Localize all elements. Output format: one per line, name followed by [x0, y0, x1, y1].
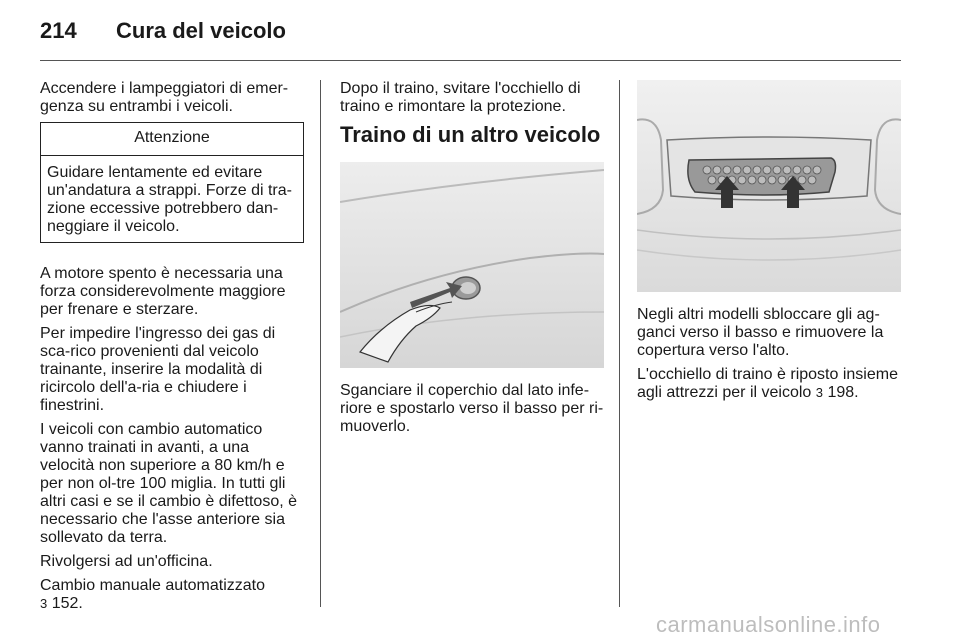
- page-title: Cura del veicolo: [116, 18, 286, 43]
- paragraph-workshop: Rivolgersi ad un'officina.: [40, 553, 213, 570]
- illustration-bumper-cover: [340, 162, 604, 368]
- header-rule: [40, 60, 901, 61]
- paragraph-automated-manual: [40, 577, 304, 613]
- warning-box-title: Attenzione: [41, 123, 303, 156]
- warning-box-body: Guidare lentamente ed evitare un'andatura a strappi. Forze di tra-zione eccessive potrebbero dan-neggiare il veicolo.: [47, 164, 292, 235]
- page-ref-arrow-icon: 3: [815, 385, 823, 400]
- paragraph-hazard-lights: Accendere i lampeggiatori di emer-genza su entrambi i veicoli.: [40, 80, 289, 115]
- illustration-grille-cover: [637, 80, 901, 292]
- page-ref-link[interactable]: 152.: [51, 595, 83, 612]
- warning-box: [40, 122, 304, 243]
- paragraph-after-towing: Dopo il traino, svitare l'occhiello di traino e rimontare la protezione.: [340, 80, 581, 115]
- column-2: [340, 80, 604, 442]
- column-3: [637, 80, 901, 408]
- paragraph-towing-eye-storage: [637, 366, 901, 402]
- caption-bumper-cover: Sganciare il coperchio dal lato infe-riore e spostarlo verso il basso per ri-muoverlo.: [340, 382, 604, 435]
- paragraph-engine-off: A motore spento è necessaria una forza considerevolmente maggiore per frenare e sterzare.: [40, 265, 286, 318]
- column-divider-2: [619, 80, 620, 607]
- automated-manual-label: Cambio manuale automatizzato: [40, 577, 266, 594]
- towing-eye-storage-text: L'occhiello di traino è riposto insieme agli attrezzi per il veicolo: [637, 366, 898, 401]
- watermark: carmanualsonline.info: [656, 612, 881, 637]
- column-divider-1: [320, 80, 321, 607]
- page-ref-arrow-icon: 3: [40, 596, 48, 611]
- page-ref-link[interactable]: 198.: [827, 384, 859, 401]
- paragraph-other-models: Negli altri modelli sbloccare gli ag-ganci verso il basso e rimuovere la copertura verso l'alto.: [637, 306, 884, 359]
- paragraph-automatic: I veicoli con cambio automatico vanno trainati in avanti, a una velocità non superiore a 80 km/h e per non ol-tre 100 miglia. In tutti gli altri casi e se il cambio è difettoso, è necessario che l'asse anteriore sia sollevato da terra.: [40, 421, 298, 546]
- paragraph-exhaust: Per impedire l'ingresso dei gas di sca-rico provenienti dal veicolo trainante, inserire la modalità di ricircolo dell'a-ria e chiudere i finestrini.: [40, 325, 276, 414]
- page-number: 214: [40, 18, 77, 43]
- column-1: [40, 80, 304, 613]
- section-title: Traino di un altro veicolo: [340, 122, 601, 147]
